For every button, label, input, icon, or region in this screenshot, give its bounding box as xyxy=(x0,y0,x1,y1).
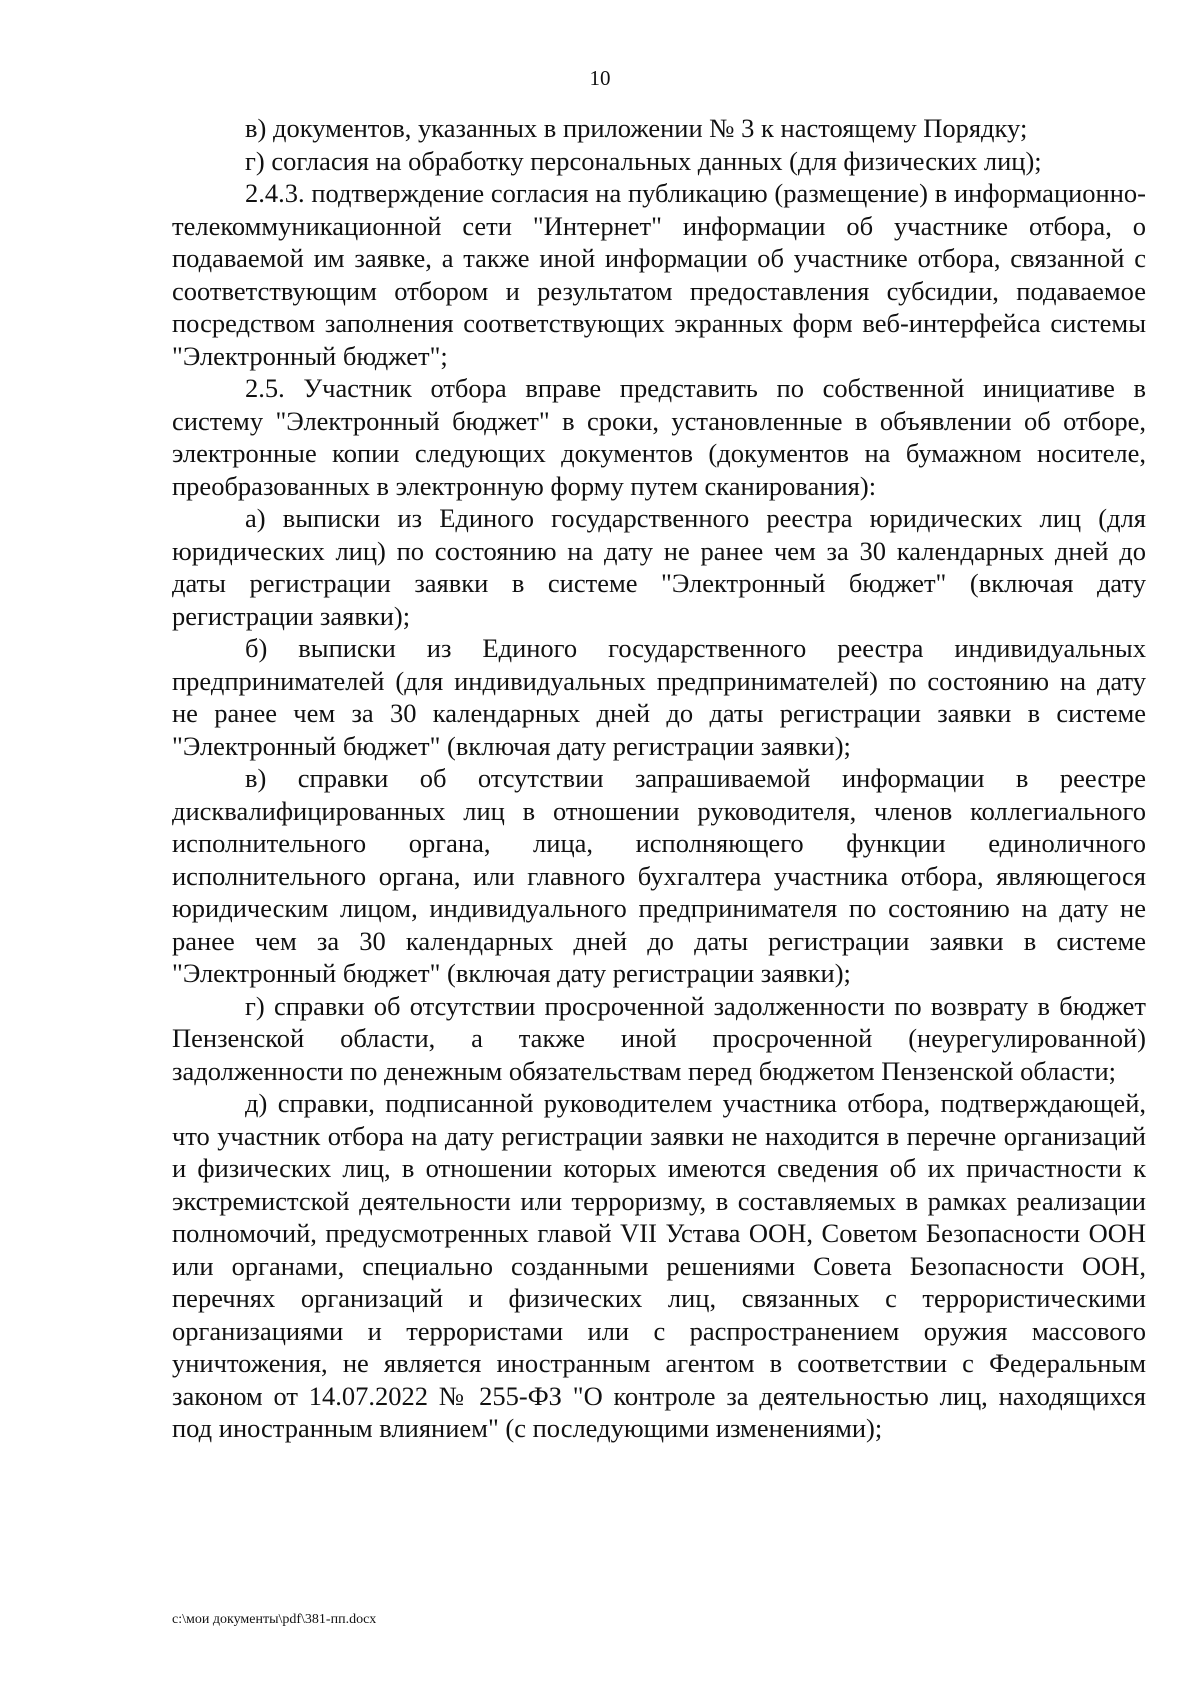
paragraph-v-documents: в) документов, указанных в приложении № 3 к настоящему Порядку; xyxy=(245,113,1028,143)
page-number: 10 xyxy=(589,66,611,90)
document-body xyxy=(172,112,1146,1445)
paragraph-g-consent: г) согласия на обработку персональных данных (для физических лиц); xyxy=(245,145,1042,176)
paragraph-g-debt: г) справки об отсутствии просроченной задолженности по возврату в бюджет Пензенской области, а также иной просроченной (неурегулированной) задолженности по денежным обязательствам перед бюджетом Пензенской области; xyxy=(172,990,1146,1086)
paragraph-d-certificate: д) справки, подписанной руководителем участника отбора, подтверждающей, что участник отбора на дату регистрации заявки не находится в перечне организаций и физических лиц, в отношении которых имеются сведения об их причастности к экстремистской деятельности или терроризму, в составляемых в рамках реализации полномочий, предусмотренных главой VII Устава ООН, Советом Безопасности ООН или органами, специально созданными решениями Совета Безопасности ООН, перечнях организаций и физических лиц, связанных с террористическими организациями и террористами или с распространением оружия массового уничтожения, не является иностранным агентом в соответствии с Федеральным законом от 14.07.2022 № 255-ФЗ "О контроле за деятельностью лиц, находящихся под иностранным влиянием" (с последующими изменениями); xyxy=(172,1088,1146,1443)
paragraph-v-disqualified: в) справки об отсутствии запрашиваемой информации в реестре дисквалифицированных лиц в отношении руководителя, членов коллегиального исполнительного органа, лица, исполняющего функции единоличного исполнительного органа, или главного бухгалтера участника отбора, являющегося юридическим лицом, индивидуального предпринимателя по состоянию на дату не ранее чем за 30 календарных дней до даты регистрации заявки в системе "Электронный бюджет" (включая дату регистрации заявки); xyxy=(172,763,1146,988)
paragraph-2-4-3: 2.4.3. подтверждение согласия на публикацию (размещение) в информационно-телекоммуникационной сети "Интернет" информации об участнике отбора, о подаваемой им заявке, а также иной информации об участнике отбора, связанной с соответствующим отбором и результатом предоставления субсидии, подаваемое посредством заполнения соответствующих экранных форм веб-интерфейса системы "Электронный бюджет"; xyxy=(172,178,1146,371)
footer-file-path: c:\мои документы\pdf\381-пп.docx xyxy=(172,1612,377,1627)
paragraph-a-egrul: а) выписки из Единого государственного реестра юридических лиц (для юридических лиц) по состоянию на дату не ранее чем за 30 календарных дней до даты регистрации заявки в системе "Электронный бюджет" (включая дату регистрации заявки); xyxy=(172,503,1146,631)
paragraph-b-egrip: б) выписки из Единого государственного реестра индивидуальных предпринимателей (для индивидуальных предпринимателей) по состоянию на дату не ранее чем за 30 календарных дней до даты регистрации заявки в системе "Электронный бюджет" (включая дату регистрации заявки); xyxy=(172,633,1146,761)
paragraph-2-5: 2.5. Участник отбора вправе представить по собственной инициативе в систему "Электронный бюджет" в сроки, установленные в объявлении об отборе, электронные копии следующих документов (документов на бумажном носителе, преобразованных в электронную форму путем сканирования): xyxy=(172,373,1146,501)
